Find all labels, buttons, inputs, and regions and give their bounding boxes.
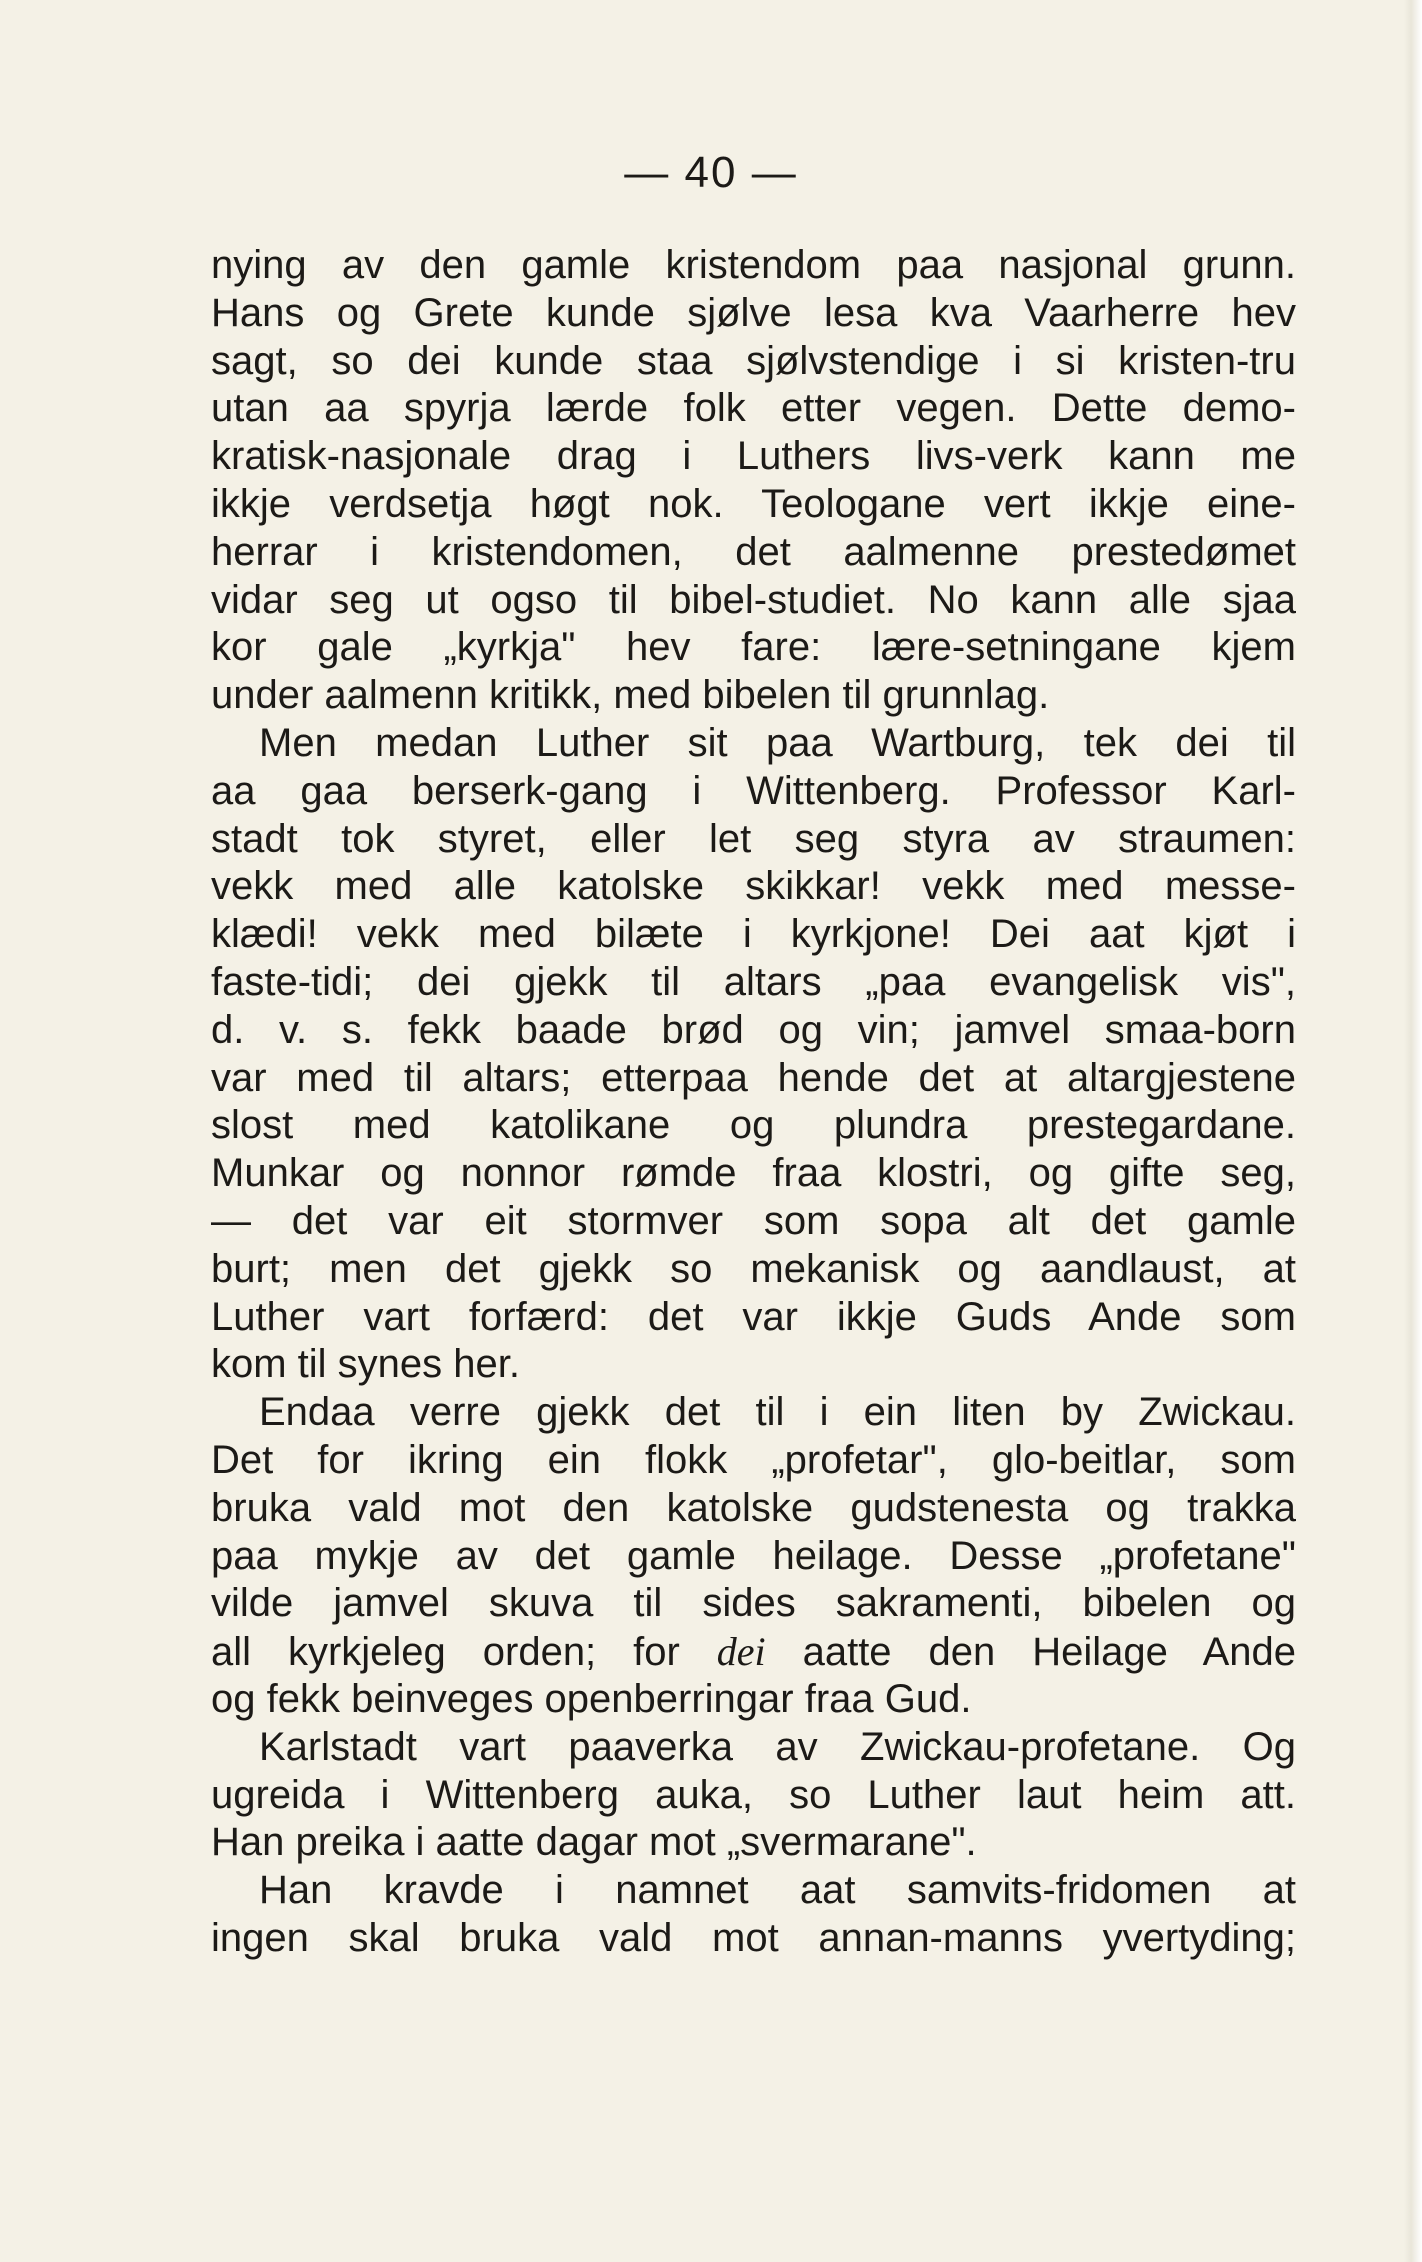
text-line: stadt tok styret, eller let seg styra av straumen: (211, 816, 1296, 861)
text-line: — det var eit stormver som sopa alt det gamle (211, 1198, 1296, 1243)
text-line: klædi! vekk med bilæte i kyrkjone! Dei aat kjøt i (211, 912, 1296, 957)
paragraph-start-line: Endaa verre gjekk det til i ein liten by Zwickau. (259, 1390, 1296, 1435)
text-line: Munkar og nonnor rømde fraa klostri, og gifte seg, (211, 1151, 1296, 1196)
text-line: vilde jamvel skuva til sides sakramenti, bibelen og (211, 1581, 1296, 1626)
text-line: aa gaa berserk-gang i Wittenberg. Professor Karl- (211, 768, 1296, 813)
text-line: Han preika i aatte dagar mot „svermarane". (211, 1820, 977, 1865)
text-line: kor gale „kyrkja" hev fare: lære-setningane kjem (211, 625, 1296, 670)
text-line: og fekk beinveges openberringar fraa Gud. (211, 1676, 972, 1721)
text-line: kom til synes her. (211, 1342, 521, 1387)
text-line: faste-tidi; dei gjekk til altars „paa evangelisk vis", (211, 959, 1296, 1004)
text-line: ikkje verdsetja høgt nok. Teologane vert ikkje eine- (211, 481, 1296, 526)
text-segment: all kyrkjeleg orden; for (211, 1630, 717, 1675)
text-line: nying av den gamle kristendom paa nasjonal grunn. (211, 243, 1296, 287)
text-line: herrar i kristendomen, det aalmenne prestedømet (211, 529, 1296, 574)
text-line: vidar seg ut ogso til bibel-studiet. No kann alle sjaa (211, 577, 1296, 622)
paragraph-start-line: Men medan Luther sit paa Wartburg, tek dei til (259, 720, 1296, 765)
text-line: d. v. s. fekk baade brød og vin; jamvel smaa-born (211, 1007, 1296, 1052)
text-line: kratisk-nasjonale drag i Luthers livs-verk kann me (211, 434, 1296, 479)
text-line: var med til altars; etterpaa hende det at altargjestene (211, 1055, 1296, 1100)
body-text (211, 242, 1296, 1963)
paragraph-start-line: Karlstadt vart paaverka av Zwickau-profetane. Og (259, 1724, 1296, 1769)
page-number: — 40 — (624, 148, 798, 197)
text-line: bruka vald mot den katolske gudstenesta og trakka (211, 1485, 1296, 1530)
text-line: Luther vart forfærd: det var ikkje Guds Ande som (211, 1294, 1296, 1339)
text-line: burt; men det gjekk so mekanisk og aandlaust, at (211, 1246, 1296, 1291)
text-line: vekk med alle katolske skikkar! vekk med messe- (211, 864, 1296, 909)
paragraph-start-line: Han kravde i namnet aat samvits-fridomen at (259, 1868, 1296, 1913)
text-line: ingen skal bruka vald mot annan-manns yvertyding; (211, 1915, 1296, 1960)
text-line: utan aa spyrja lærde folk etter vegen. Dette demo- (211, 386, 1296, 431)
text-line: under aalmenn kritikk, med bibelen til grunnlag. (211, 673, 1050, 718)
text-line: Hans og Grete kunde sjølve lesa kva Vaarherre hev (211, 290, 1296, 335)
page-edge (1404, 0, 1422, 2262)
text-segment: aatte den Heilage Ande (765, 1630, 1296, 1675)
italic-word: dei (716, 1629, 766, 1675)
text-line: ugreida i Wittenberg auka, so Luther laut heim att. (211, 1772, 1296, 1817)
text-line (211, 1628, 1296, 1676)
text-line: paa mykje av det gamle heilage. Desse „profetane" (211, 1533, 1296, 1578)
text-line: slost med katolikane og plundra prestegardane. (211, 1103, 1296, 1148)
text-line: sagt, so dei kunde staa sjølvstendige i si kristen-tru (211, 338, 1296, 383)
text-line: Det for ikring ein flokk „profetar", glo-beitlar, som (211, 1437, 1296, 1482)
